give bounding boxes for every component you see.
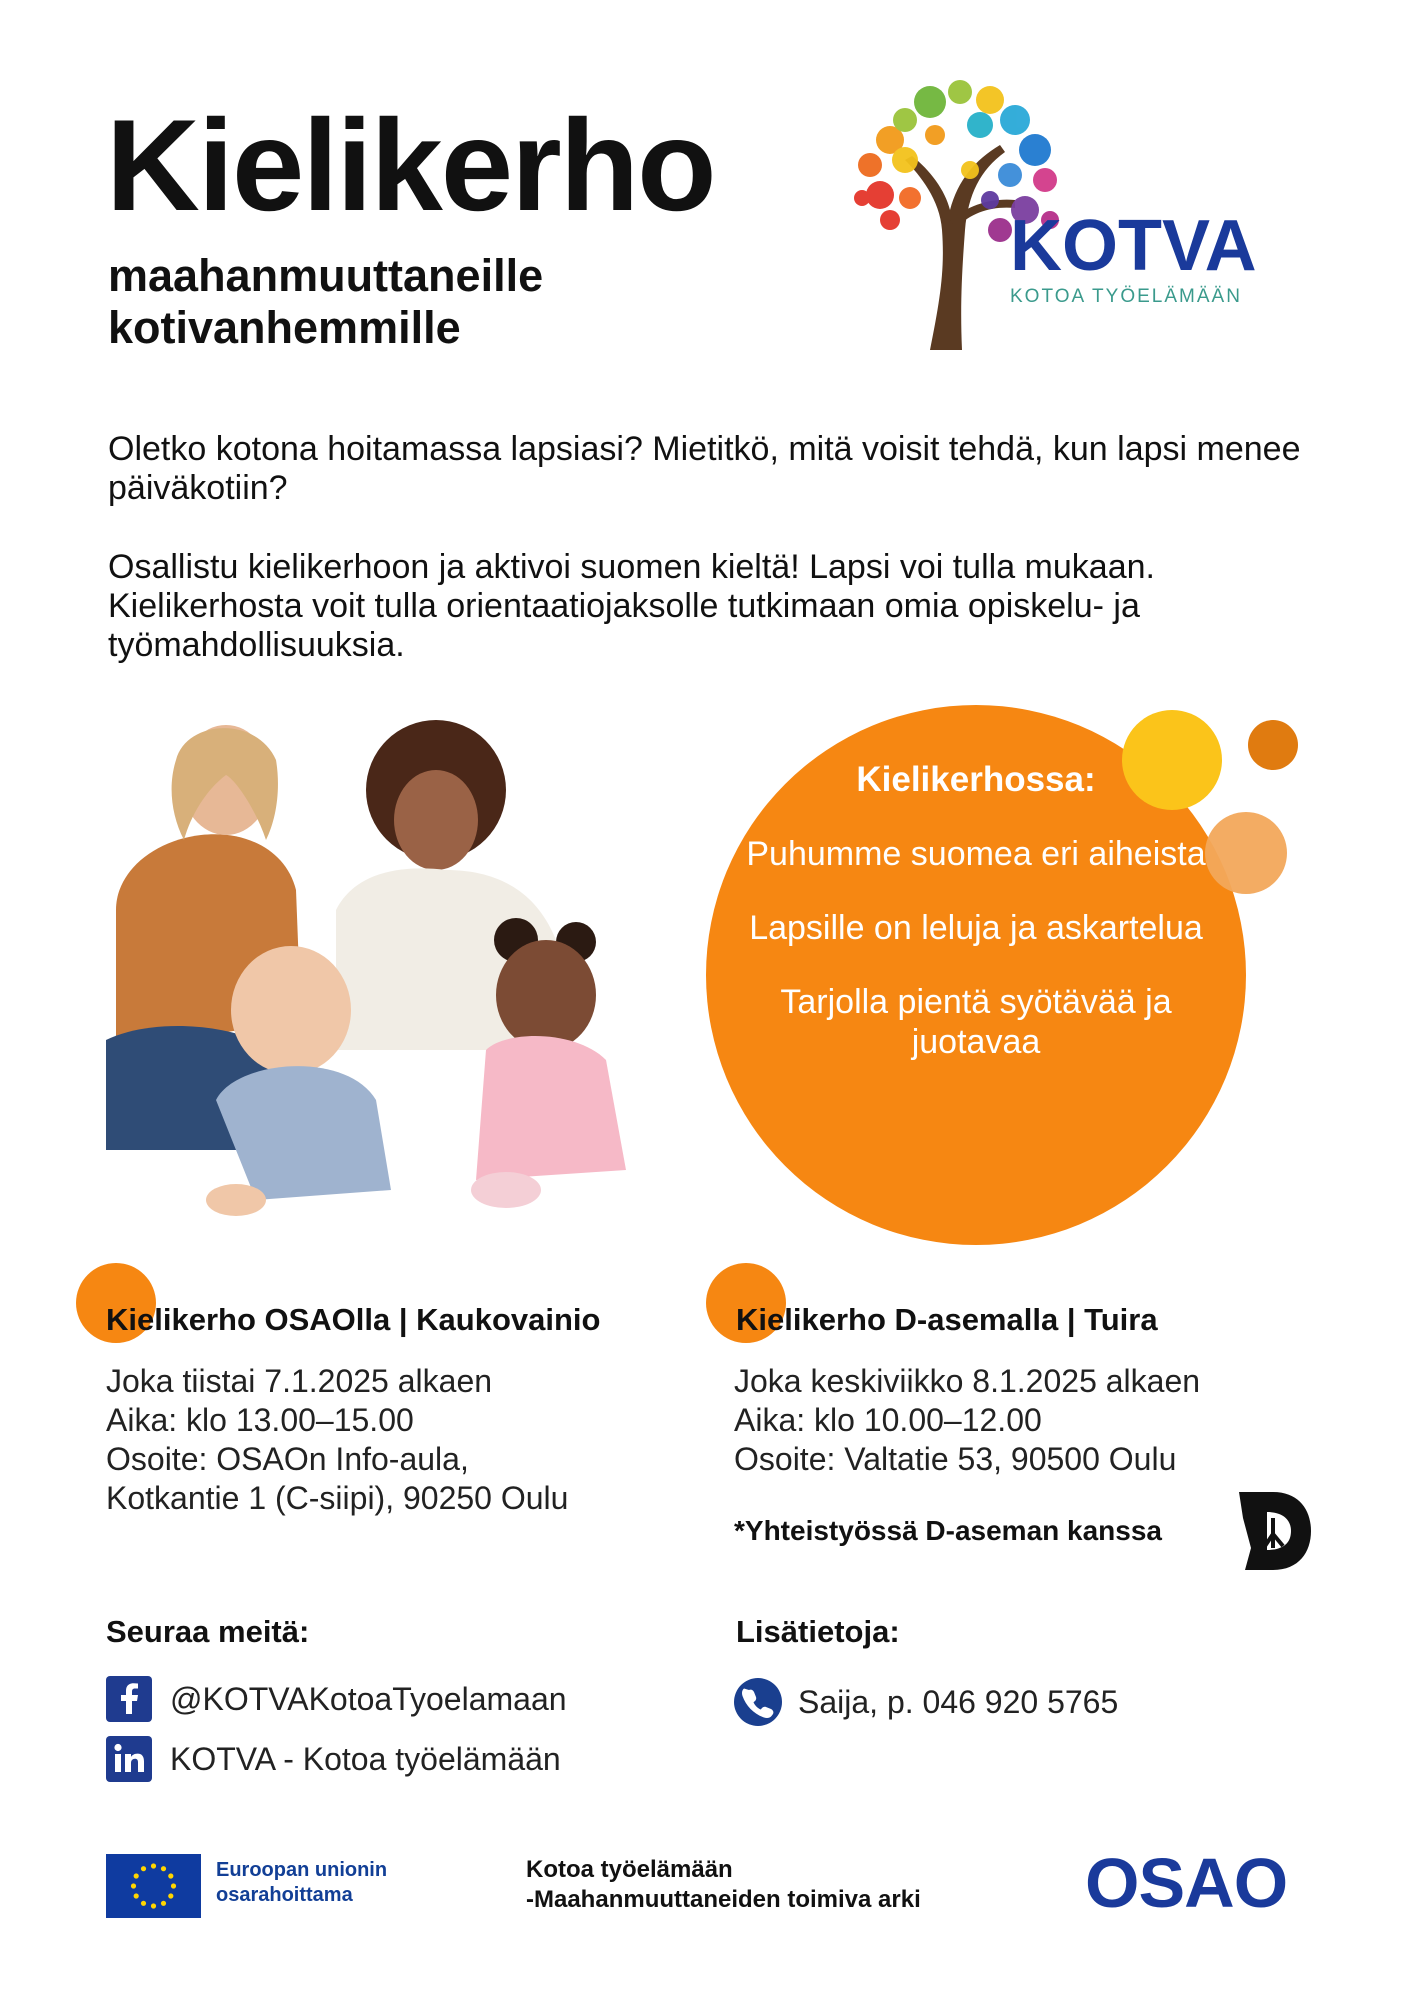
location-2-line: Joka keskiviikko 8.1.2025 alkaen [734,1363,1201,1399]
page-subtitle [108,250,748,354]
location-2-line: Osoite: Valtatie 53, 90500 Oulu [734,1441,1177,1477]
linkedin-name: KOTVA - Kotoa työelämään [170,1740,561,1777]
location-1-line: Kotkantie 1 (C-siipi), 90250 Oulu [106,1480,569,1516]
subtitle-line-1: maahanmuuttaneille [108,250,544,301]
info-heading: Lisätietoja: [736,1614,900,1649]
project-name-line-1: Kotoa työelämään [526,1856,733,1883]
location-1-line: Osoite: OSAOn Info-aula, [106,1441,469,1477]
project-name [526,1855,921,1915]
facebook-link[interactable] [106,1676,567,1722]
page-title: Kielikerho [106,92,715,238]
kotva-logo [850,80,1280,350]
location-2-details [734,1362,1334,1479]
location-1-title: Kielikerho OSAOlla | Kaukovainio [106,1302,601,1337]
info-circle-item: Tarjolla pientä syötävää ja juotavaa [780,983,1172,1061]
eu-funding-line-2: osarahoittama [216,1884,353,1906]
eu-funding-line-1: Euroopan unionin [216,1859,388,1881]
eu-funding-text [216,1858,387,1908]
info-circle-heading: Kielikerhossa: [856,760,1096,799]
parents-with-children-photo [106,720,651,1230]
location-2-line: Aika: klo 10.00–12.00 [734,1402,1042,1438]
location-1-line: Joka tiistai 7.1.2025 alkaen [106,1363,493,1399]
info-circle-content [726,760,1226,1096]
contact-phone-text: Saija, p. 046 920 5765 [798,1683,1119,1720]
follow-heading: Seuraa meitä: [106,1614,310,1649]
kotva-logo-tagline: KOTOA TYÖELÄMÄÄN [1010,286,1242,307]
intro-paragraph-2: Osallistu kielikerhoon ja aktivoi suomen kieltä! Lapsi voi tulla mukaan. Kielikerhosta voit tulla orientaatiojaksolle tutkimaan omia opiskelu- ja työmahdollisuuksia. [108,548,1155,664]
osao-logo: OSAO [1085,1844,1288,1922]
location-1-line: Aika: klo 13.00–15.00 [106,1402,414,1438]
facebook-handle: @KOTVAKotoaTyoelamaan [170,1680,567,1717]
info-circle-item: Lapsille on leluja ja askartelua [749,909,1203,947]
info-circle-item: Puhumme suomea eri aiheista [746,835,1206,873]
kotva-logo-name: KOTVA [1010,206,1257,286]
collaboration-note: *Yhteistyössä D-aseman kanssa [734,1515,1162,1546]
intro-paragraph-1: Oletko kotona hoitamassa lapsiasi? Mietitkö, mitä voisit tehdä, kun lapsi menee päiväkotiin? [108,430,1301,507]
contact-phone[interactable] [734,1678,1118,1726]
facebook-icon [106,1676,152,1722]
decorative-bubble-small [1248,720,1298,770]
location-1-details [106,1362,706,1518]
linkedin-icon [106,1736,152,1782]
d-asema-logo [1233,1488,1313,1574]
location-2-title: Kielikerho D-asemalla | Tuira [736,1302,1158,1337]
eu-flag-icon [106,1854,201,1918]
project-name-line-2: -Maahanmuuttaneiden toimiva arki [526,1886,921,1913]
linkedin-link[interactable] [106,1736,561,1782]
phone-icon [734,1678,782,1726]
subtitle-line-2: kotivanhemmille [108,302,461,353]
